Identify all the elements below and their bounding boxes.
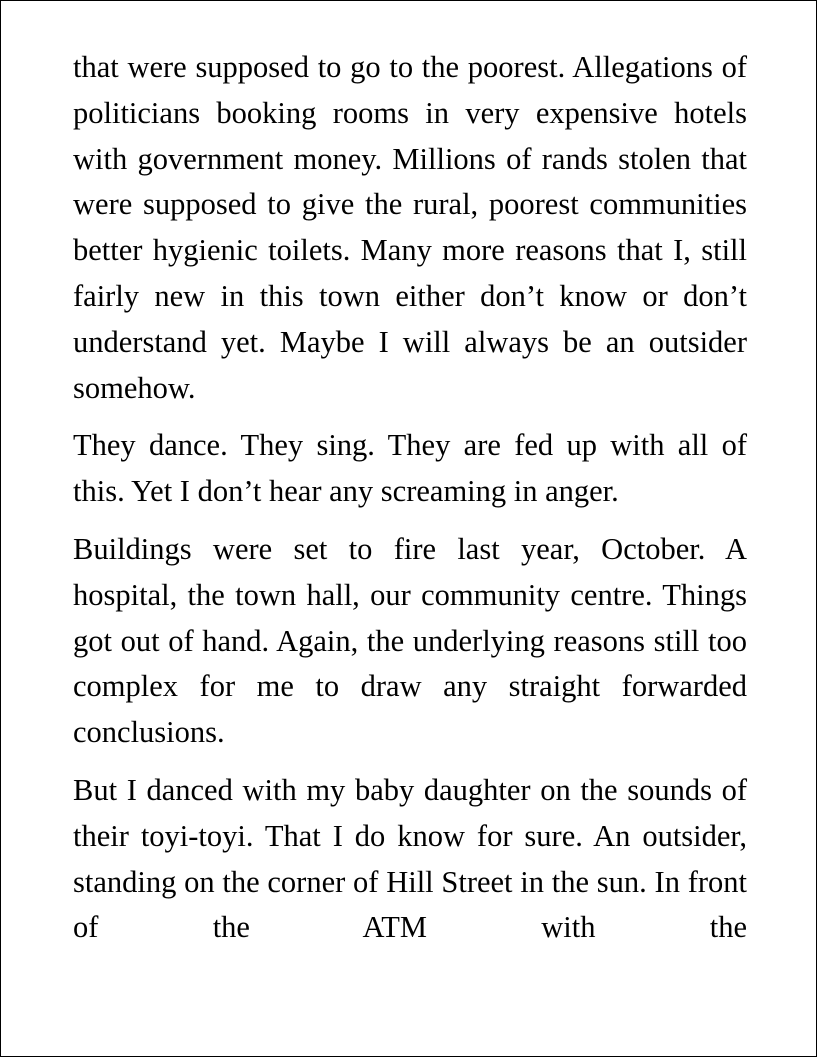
paragraph: Buildings were set to fire last year, October. A hospital, the town hall, our community centre. Things got out of hand. Again, the underlying reasons still too complex for me to draw any straight forwarded conclusions.	[73, 531, 747, 750]
body-text	[73, 45, 747, 963]
paragraph: But I danced with my baby daughter on the sounds of their toyi-toyi. That I do know for sure. An outsider, standing on the corner of Hill Street in the sun. In front of the ATM with the	[73, 772, 747, 945]
paragraph: They dance. They sing. They are fed up with all of this. Yet I don’t hear any screaming in anger.	[73, 428, 747, 509]
paragraph: that were supposed to go to the poorest. Allegations of politicians booking rooms in very expensive hotels with government money. Millions of rands stolen that were supposed to give the rural, poorest communities better hygienic toilets. Many more reasons that I, still fairly new in this town either don’t know or don’t understand yet. Maybe I will always be an outsider somehow.	[73, 50, 747, 405]
